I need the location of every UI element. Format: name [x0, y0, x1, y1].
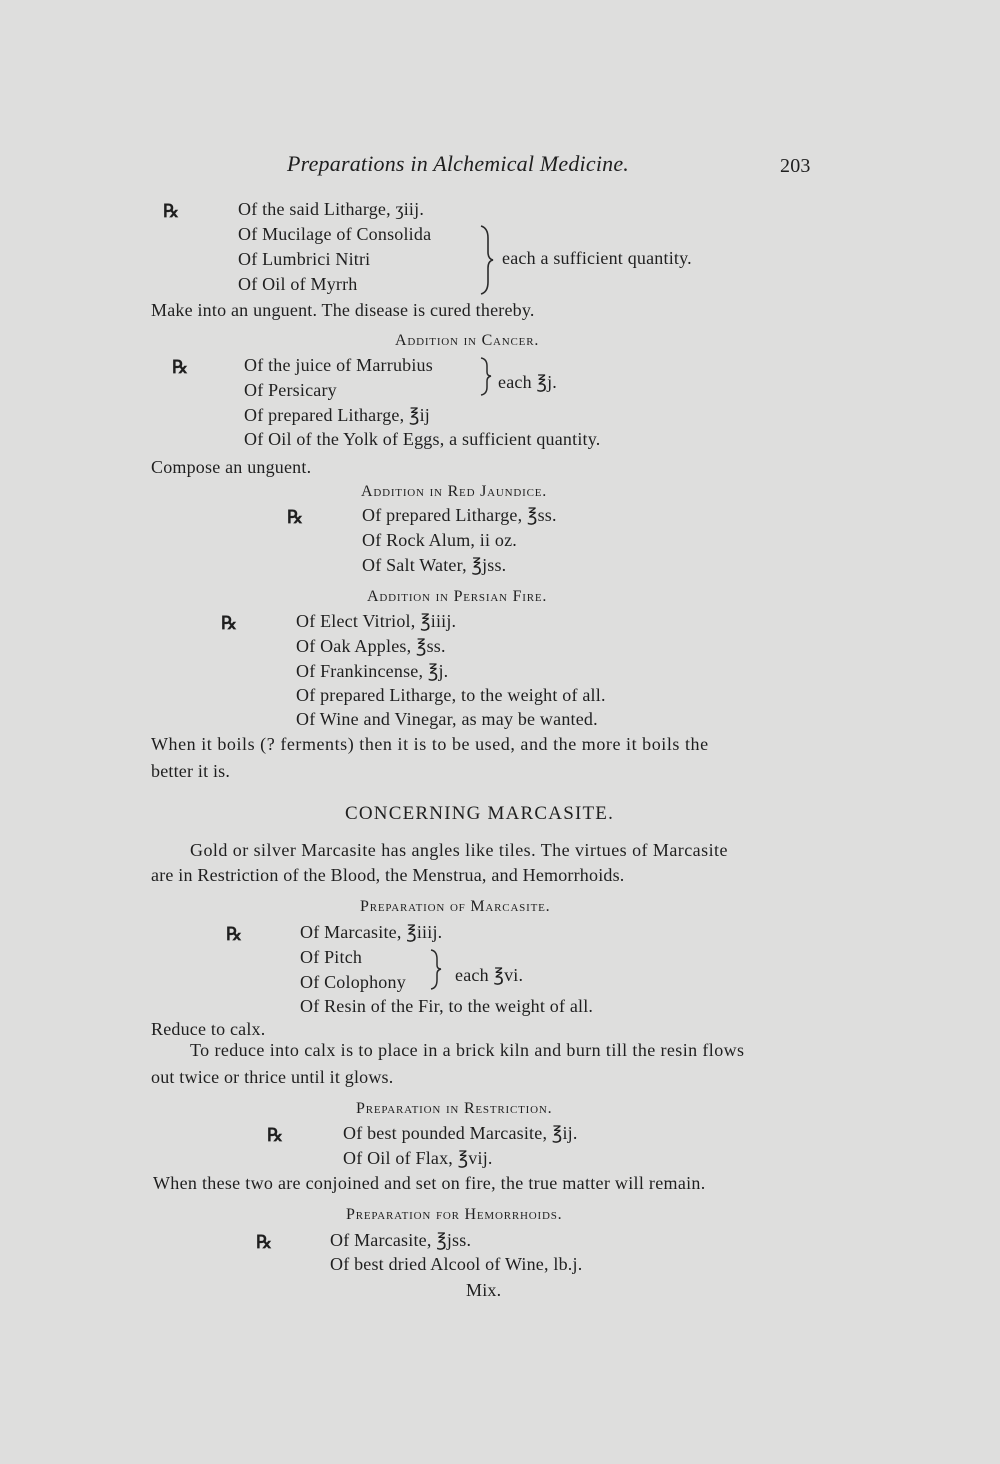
- brace-mark: [428, 948, 444, 990]
- ingredient-line: Of Frankincense, ℥j.: [296, 661, 449, 681]
- paragraph-text: better it is.: [151, 761, 231, 781]
- paragraph-text: are in Restriction of the Blood, the Menstrua, and Hemorrhoids.: [151, 865, 625, 885]
- rx-symbol: ℞: [226, 924, 243, 944]
- ingredient-line: Of Oil of the Yolk of Eggs, a sufficient quantity.: [244, 429, 601, 449]
- ingredient-line: Of Colophony: [300, 972, 406, 992]
- paragraph-text: out twice or thrice until it glows.: [151, 1067, 394, 1087]
- ingredient-line: Of best dried Alcool of Wine, lb.j.: [330, 1254, 583, 1274]
- ingredient-line: Of the said Litharge, ʒiij.: [238, 199, 425, 219]
- section-heading: Preparation in Restriction.: [356, 1100, 553, 1117]
- mix-instruction: Mix.: [466, 1280, 502, 1300]
- rx-symbol: ℞: [163, 201, 180, 221]
- ingredient-line: Of Oak Apples, ℥ss.: [296, 636, 446, 656]
- paragraph-text: Make into an unguent. The disease is cured thereby.: [151, 300, 535, 320]
- rx-symbol: ℞: [287, 507, 304, 527]
- section-heading: Preparation for Hemorrhoids.: [346, 1206, 563, 1223]
- rx-symbol: ℞: [256, 1232, 273, 1252]
- brace-note: each a sufficient quantity.: [502, 248, 692, 268]
- ingredient-line: Of Oil of Myrrh: [238, 274, 358, 294]
- ingredient-line: Of Rock Alum, ii oz.: [362, 530, 517, 550]
- ingredient-line: Of prepared Litharge, to the weight of all.: [296, 685, 606, 705]
- rx-symbol: ℞: [267, 1125, 284, 1145]
- ingredient-line: Of Oil of Flax, ℥vij.: [343, 1148, 493, 1168]
- ingredient-line: Of Salt Water, ℥jss.: [362, 555, 507, 575]
- ingredient-line: Of Pitch: [300, 947, 363, 967]
- paragraph-text: To reduce into calx is to place in a brick kiln and burn till the resin flows: [190, 1040, 745, 1060]
- section-heading: Addition in Red Jaundice.: [361, 483, 548, 500]
- ingredient-line: Of prepared Litharge, ℥ij: [244, 405, 430, 425]
- ingredient-line: Of Mucilage of Consolida: [238, 224, 432, 244]
- ingredient-line: Of best pounded Marcasite, ℥ij.: [343, 1123, 578, 1143]
- section-heading: Addition in Cancer.: [395, 332, 540, 349]
- page-number: 203: [780, 155, 811, 177]
- section-heading: Preparation of Marcasite.: [360, 898, 551, 915]
- brace-note: each ℥j.: [498, 372, 557, 392]
- paragraph-text: Compose an unguent.: [151, 457, 312, 477]
- rx-symbol: ℞: [172, 357, 189, 377]
- ingredient-line: Of Persicary: [244, 380, 337, 400]
- paragraph-text: Gold or silver Marcasite has angles like tiles. The virtues of Marcasite: [190, 840, 728, 860]
- ingredient-line: Of Resin of the Fir, to the weight of all.: [300, 996, 594, 1016]
- section-heading: Addition in Persian Fire.: [367, 588, 548, 605]
- paragraph-text: When it boils (? ferments) then it is to be used, and the more it boils the: [151, 734, 709, 754]
- ingredient-line: Of Elect Vitriol, ℥iiij.: [296, 611, 457, 631]
- rx-symbol: ℞: [221, 613, 238, 633]
- ingredient-line: Of Marcasite, ℥jss.: [330, 1230, 472, 1250]
- ingredient-line: Of Wine and Vinegar, as may be wanted.: [296, 709, 598, 729]
- ingredient-line: Of Marcasite, ℥iiij.: [300, 922, 443, 942]
- chapter-title: CONCERNING MARCASITE.: [345, 803, 615, 824]
- ingredient-line: Of Lumbrici Nitri: [238, 249, 371, 269]
- ingredient-line: Of the juice of Marrubius: [244, 355, 433, 375]
- brace-note: each ℥vi.: [455, 965, 524, 985]
- brace-mark: [478, 224, 496, 296]
- brace-mark: [478, 356, 494, 396]
- ingredient-line: Of prepared Litharge, ℥ss.: [362, 505, 557, 525]
- running-title: Preparations in Alchemical Medicine.: [287, 151, 630, 176]
- paragraph-text: Reduce to calx.: [151, 1019, 266, 1039]
- paragraph-text: When these two are conjoined and set on fire, the true matter will remain.: [153, 1173, 706, 1193]
